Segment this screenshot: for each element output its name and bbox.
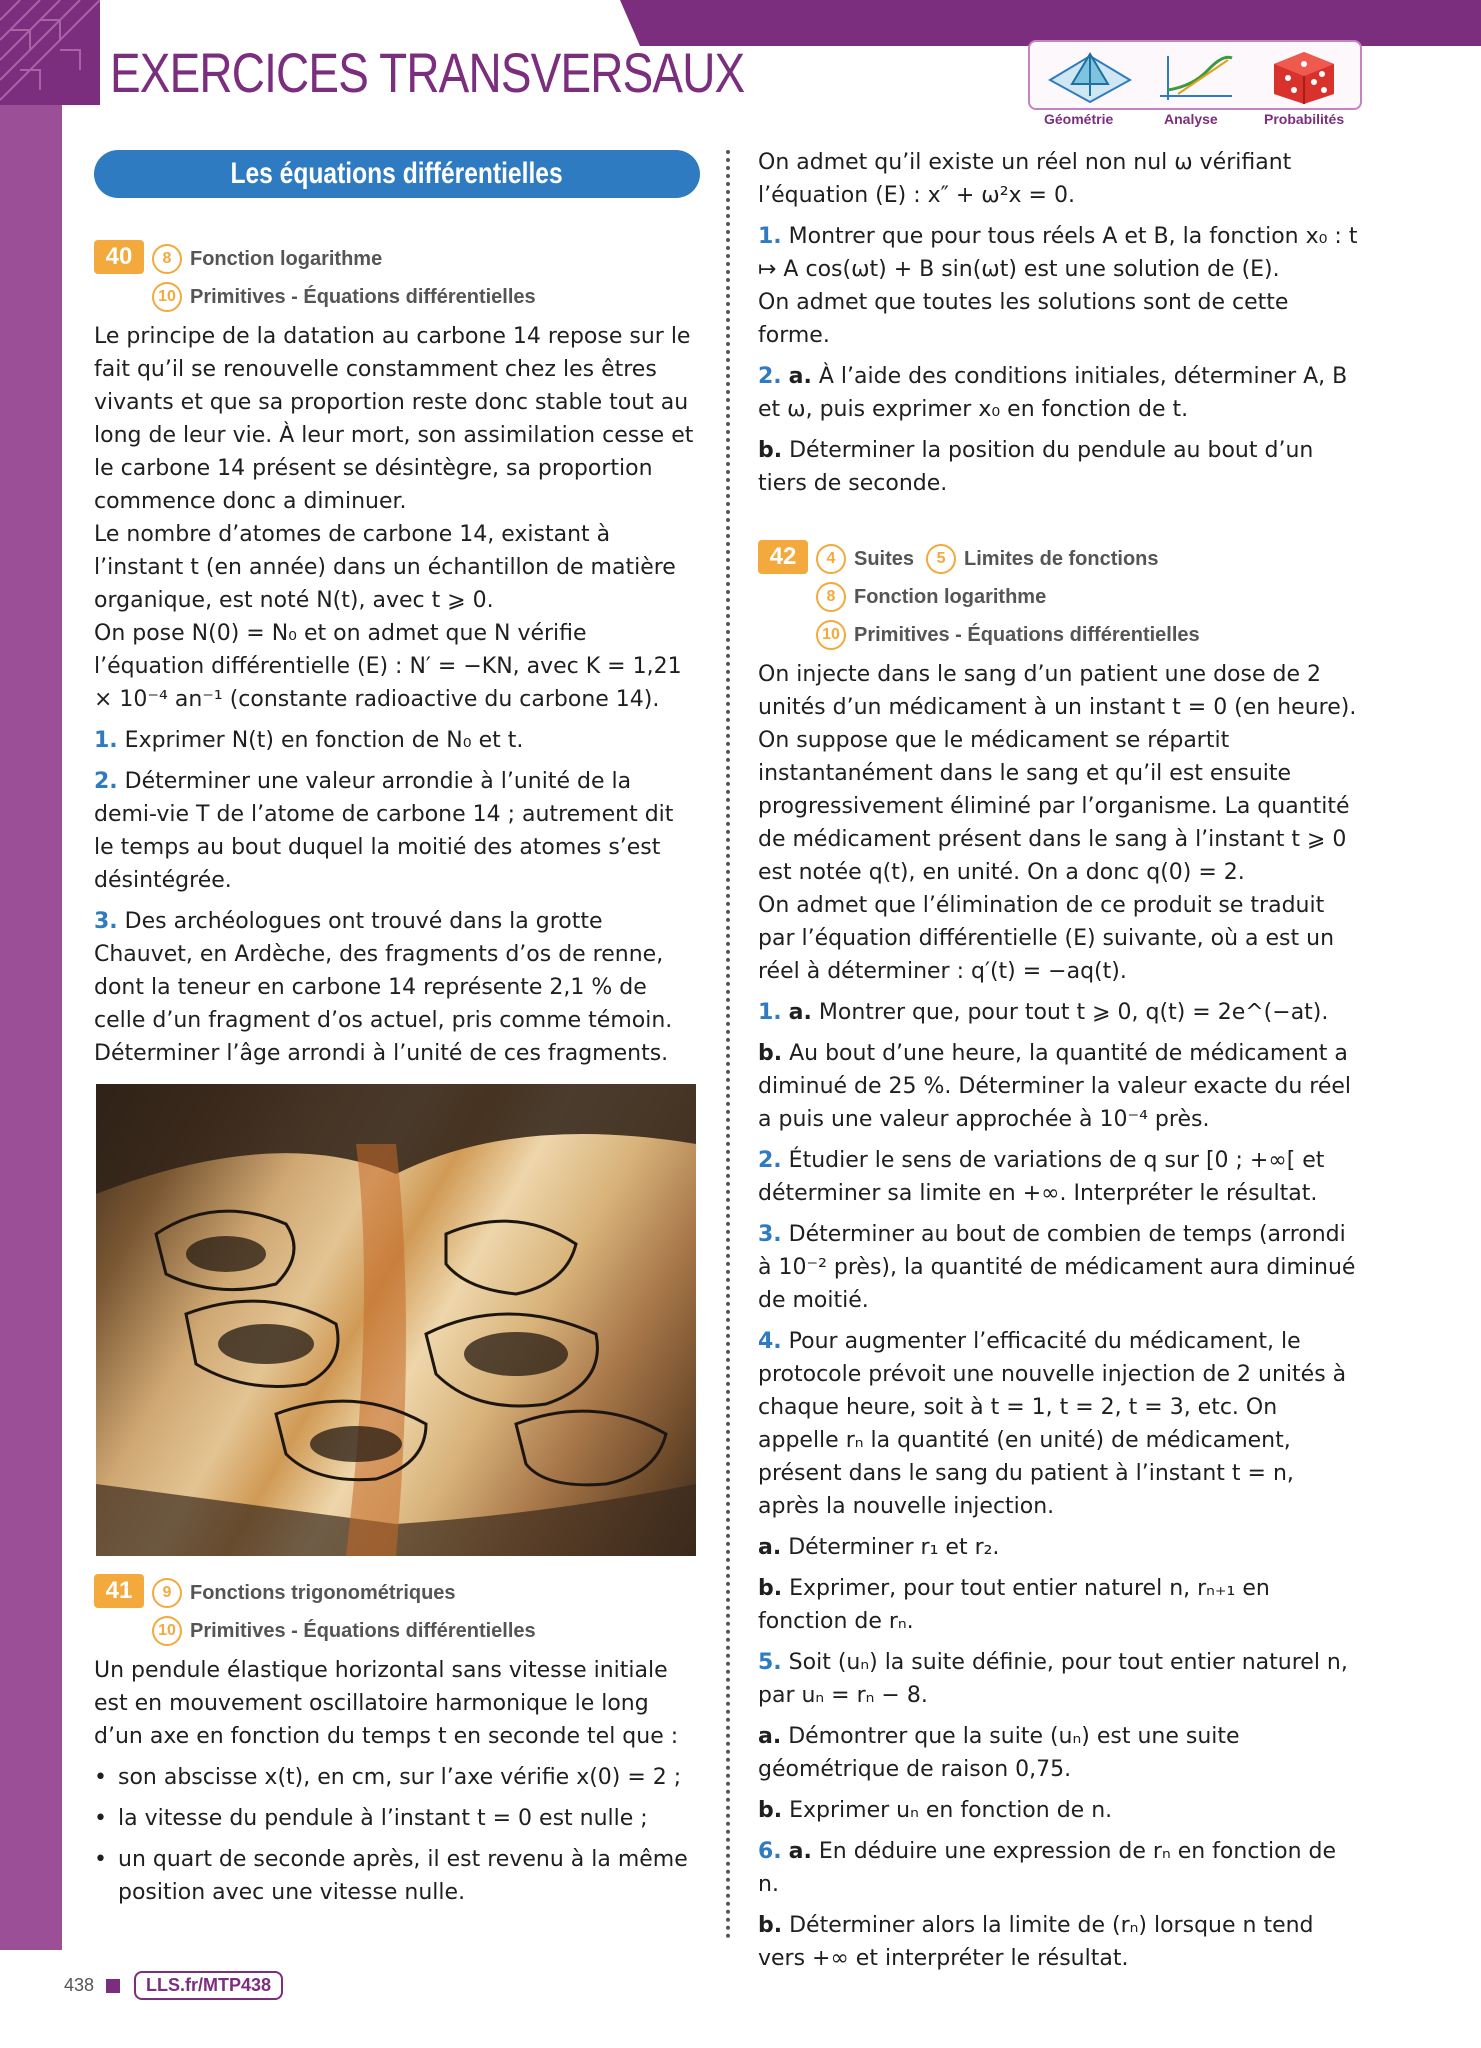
bullet-list (94, 1761, 700, 1909)
list-item: • la vitesse du pendule à l’instant t = 0 est nulle ; (94, 1802, 700, 1835)
chapter-number: 9 (152, 1578, 182, 1608)
domain-label: Géométrie (1044, 111, 1114, 127)
question-number: 6. (758, 1839, 782, 1864)
column-divider (726, 150, 730, 1940)
tag-line (94, 278, 700, 316)
question: 2. a. À l’aide des conditions initiales, déterminer A, B et ω, puis exprimer x₀ en fonction de t. (758, 364, 1348, 422)
chapter-label: Fonctions trigonométriques (190, 1581, 456, 1604)
chapter-number: 10 (816, 620, 846, 650)
exercise-header (94, 1574, 700, 1650)
chapter-label: Primitives - Équations différentielles (190, 1619, 536, 1642)
question: b. Déterminer alors la limite de (rₙ) lorsque n tend vers +∞ et interpréter le résultat. (758, 1913, 1314, 1971)
paragraph: On pose N(0) = N₀ et on admet que N vérifie l’équation différentielle (E) : N′ = −KN, avec K = 1,21 × 10⁻⁴ an⁻¹ (constante radioactive du carbone 14). (94, 621, 682, 712)
question: b. Au bout d’une heure, la quantité de médicament a diminué de 25 %. Déterminer la valeur exacte du réel a puis une valeur approchée à 10⁻⁴ près. (758, 1041, 1352, 1132)
dice-icon (1256, 50, 1352, 104)
page-number: 438 (64, 1975, 95, 1995)
exercise-number: 40 (94, 240, 144, 274)
question: 3. Des archéologues ont trouvé dans la grotte Chauvet, en Ardèche, des fragments d’os de renne, dont la teneur en carbone 14 représente 2,1 % de celle d’un fragment d’os actuel, pris comme témoin. (94, 909, 673, 1033)
chapter-number: 10 (152, 282, 182, 312)
exercise-number: 41 (94, 1574, 144, 1608)
domain-label: Probabilités (1264, 111, 1345, 127)
chapter-label: Fonction logarithme (854, 585, 1047, 608)
tag-line (758, 578, 1358, 616)
exercise-header (758, 540, 1358, 654)
question: 2. Étudier le sens de variations de q sur [0 ; +∞[ et déterminer sa limite en +∞. Interpréter le résultat. (758, 1148, 1325, 1206)
section-title: Les équations différentielles (94, 150, 700, 198)
question-number: 2. (758, 364, 782, 389)
question-number: 1. (758, 1000, 782, 1025)
paragraph: Un pendule élastique horizontal sans vitesse initiale est en mouvement oscillatoire harmonique le long d’un axe en fonction du temps t en seconde tel que : (94, 1658, 679, 1749)
paragraph: Déterminer l’âge arrondi à l’unité de ces fragments. (94, 1041, 669, 1066)
exercise-number: 42 (758, 540, 808, 574)
paragraph: On admet qu’il existe un réel non nul ω vérifiant l’équation (E) : x″ + ω²x = 0. (758, 150, 1292, 208)
question-number: 1. (94, 728, 118, 753)
paragraph: Le principe de la datation au carbone 14 repose sur le fait qu’il se renouvelle constamment chez les êtres vivants et que sa proportion reste donc stable tout au long de leur vie. À leur mort, son assimilation cesse et le carbone 14 présent se désintègre, sa proportion commence donc a diminuer. (94, 324, 694, 514)
question: 4. Pour augmenter l’efficacité du médicament, le protocole prévoit une nouvelle injection de 2 unités à chaque heure, soit à t = 1, t = 2, t = 3, etc. On appelle rₙ la quantité (en unité) de médicament, présent dans le sang du patient à l’instant t = n, après la nouvelle injection. (758, 1329, 1347, 1519)
paragraph: On injecte dans le sang d’un patient une dose de 2 unités d’un médicament à un instant t = 0 (en heure). On suppose que le médicament se répartit instantanément dans le sang et qu’il est ensuite progressivement éliminé par l’organisme. La quantité de médicament présent dans le sang à l’instant t ⩾ 0 est notée q(t), en unité. On a donc q(0) = 2. (758, 662, 1357, 885)
resource-link[interactable]: LLS.fr/MTP438 (134, 1971, 283, 2000)
question-number: 4. (758, 1329, 782, 1354)
question-number: 3. (758, 1222, 782, 1247)
question-number: 1. (758, 224, 782, 249)
chapter-number: 5 (926, 544, 956, 574)
question: 3. Déterminer au bout de combien de temps (arrondi à 10⁻² près), la quantité de médicament aura diminué de moitié. (758, 1222, 1356, 1313)
question-number: 3. (94, 909, 118, 934)
exercise-header (94, 240, 700, 316)
corner-pattern (0, 0, 100, 105)
list-item: • un quart de seconde après, il est revenu à la même position avec une vitesse nulle. (94, 1843, 700, 1909)
chapter-label: Limites de fonctions (964, 547, 1159, 570)
tag-line (94, 1574, 700, 1612)
tag-line (758, 616, 1358, 654)
tag-line (758, 540, 1358, 578)
page-footer (64, 1971, 283, 2000)
tag-line (94, 240, 700, 278)
page-title: EXERCICES TRANSVERSAUX (110, 41, 745, 104)
domain-puzzle (1028, 40, 1362, 110)
question: b. Exprimer uₙ en fonction de n. (758, 1798, 1113, 1823)
question-number: 2. (94, 769, 118, 794)
chapter-number: 4 (816, 544, 846, 574)
list-item: • son abscisse x(t), en cm, sur l’axe vérifie x(0) = 2 ; (94, 1761, 700, 1794)
question: b. Déterminer la position du pendule au bout d’un tiers de seconde. (758, 438, 1314, 496)
footer-square (106, 1979, 120, 1993)
chapter-label: Primitives - Équations différentielles (854, 623, 1200, 646)
question: a. Démontrer que la suite (uₙ) est une suite géométrique de raison 0,75. (758, 1724, 1240, 1782)
chapter-label: Fonction logarithme (190, 247, 383, 270)
geometry-icon (1042, 50, 1138, 104)
right-column (758, 146, 1358, 1975)
paragraph: Le nombre d’atomes de carbone 14, existant à l’instant t (en année) dans un échantillon de matière organique, est noté N(t), avec t ⩾ 0. (94, 522, 676, 613)
left-margin-bar (0, 0, 62, 1950)
chapter-number: 8 (816, 582, 846, 612)
cave-painting-photo (96, 1084, 696, 1556)
paragraph: On admet que l’élimination de ce produit se traduit par l’équation différentielle (E) suivante, où a est un réel à déterminer : q′(t) = −aq(t). (758, 893, 1335, 984)
question: 1. Montrer que pour tous réels A et B, la fonction x₀ : t ↦ A cos(ωt) + B sin(ωt) est une solution de (E). (758, 224, 1358, 282)
domain-label: Analyse (1164, 111, 1218, 127)
paragraph: On admet que toutes les solutions sont de cette forme. (758, 290, 1289, 348)
chapter-number: 10 (152, 1616, 182, 1646)
tag-line (94, 1612, 700, 1650)
question: 1. a. Montrer que, pour tout t ⩾ 0, q(t) = 2e^(−at). (758, 1000, 1329, 1025)
question: 6. a. En déduire une expression de rₙ en fonction de n. (758, 1839, 1337, 1897)
analysis-icon (1148, 50, 1244, 104)
question: 2. Déterminer une valeur arrondie à l’unité de la demi-vie T de l’atome de carbone 14 ; autrement dit le temps au bout duquel la moitié des atomes s’est désintégrée. (94, 769, 674, 893)
question: 5. Soit (uₙ) la suite définie, pour tout entier naturel n, par uₙ = rₙ − 8. (758, 1650, 1348, 1708)
question-number: 2. (758, 1148, 782, 1173)
question: 1. Exprimer N(t) en fonction de N₀ et t. (94, 728, 524, 753)
question: b. Exprimer, pour tout entier naturel n, rₙ₊₁ en fonction de rₙ. (758, 1576, 1270, 1634)
question: a. Déterminer r₁ et r₂. (758, 1535, 1000, 1560)
chapter-number: 8 (152, 244, 182, 274)
left-column (94, 240, 700, 1909)
chapter-label: Suites (854, 547, 915, 570)
question-number: 5. (758, 1650, 782, 1675)
chapter-label: Primitives - Équations différentielles (190, 285, 536, 308)
